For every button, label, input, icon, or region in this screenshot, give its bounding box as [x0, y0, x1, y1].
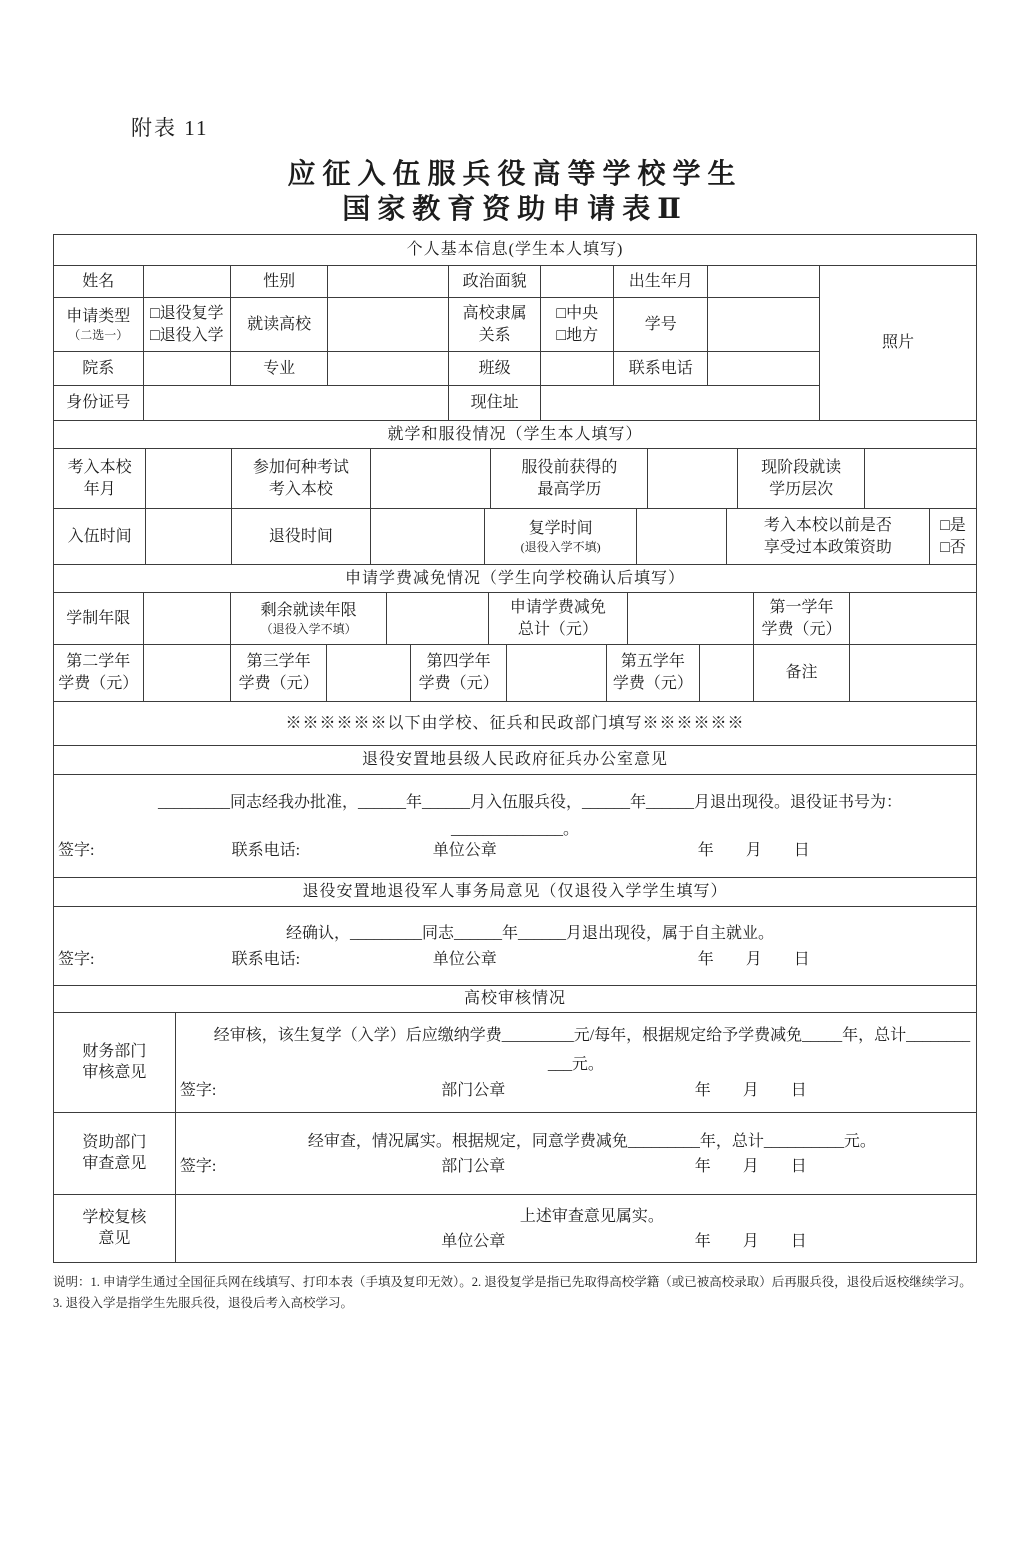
- current-education-label-line1: 现阶段就读: [761, 458, 842, 476]
- signature-label: 签字:: [58, 951, 95, 969]
- college-value-cell: [328, 298, 449, 352]
- gender-value-cell: [328, 266, 449, 298]
- year5-fee-value-cell: [700, 645, 754, 702]
- school-review-sign-row: [180, 1231, 972, 1255]
- year3-fee-label-line2: 学费（元）: [238, 675, 319, 692]
- remaining-years-label: [231, 593, 387, 645]
- address-label: 现住址: [449, 386, 541, 421]
- official-use-divider: [53, 701, 977, 746]
- year3-fee-value-cell: [327, 645, 411, 702]
- admission-date-label: [54, 449, 146, 509]
- year2-fee-label-line1: 第二学年: [66, 653, 131, 671]
- major-label: 专业: [231, 352, 328, 386]
- pre-service-education-label-line2: 最高学历: [537, 480, 602, 498]
- draft-office-statement-line2: ______________。: [450, 820, 579, 838]
- waiver-total-value-cell: [628, 593, 754, 645]
- checkbox-option-local: □地方: [556, 326, 599, 344]
- draft-office-body: [54, 775, 977, 878]
- form-note-line2: 3. 退役入学是指学生先服兵役，退役后考入高校学习。: [53, 1296, 354, 1311]
- form-note-line1: 说明：1. 申请学生通过全国征兵网在线填写、打印本表（手填及复印无效）。2. 退役复学是指已先取得高校学籍（或已被高校录取）后再服兵役，退役后返校继续学习。: [53, 1274, 972, 1289]
- veteran-bureau-body: [54, 907, 977, 986]
- year1-fee-label-line2: 学费（元）: [761, 620, 842, 638]
- affiliation-options-cell: [541, 298, 614, 352]
- phone-label: 联系电话: [614, 352, 708, 386]
- tuition-section-bottom: [53, 644, 977, 702]
- pre-service-education-value-cell: [648, 449, 738, 509]
- funding-dept-label-line2: 审查意见: [82, 1155, 147, 1173]
- form-notes: [53, 1272, 977, 1316]
- apply-type-options-cell: [143, 298, 231, 352]
- exam-type-label: [232, 449, 370, 509]
- sign-row-spacer: [180, 1231, 441, 1253]
- checkbox-option-enroll-school: □退役入学: [150, 326, 224, 344]
- political-status-label: 政治面貌: [449, 266, 541, 298]
- address-value-cell: [541, 386, 820, 421]
- dept-seal-label: 部门公章: [441, 1081, 506, 1099]
- schooling-years-label: 学制年限: [54, 593, 144, 645]
- finance-dept-label: [54, 1012, 176, 1112]
- affiliation-label-line1: 高校隶属: [462, 304, 527, 322]
- finance-dept-body: [175, 1012, 976, 1112]
- unit-seal-label: 单位公章: [441, 1233, 506, 1251]
- contact-phone-label: 联系电话:: [231, 842, 301, 860]
- form-title: [53, 158, 977, 228]
- apply-type-note: （二选一）: [68, 327, 129, 342]
- form-title-line2: 国家教育资助申请表Ⅱ: [342, 194, 688, 225]
- signature-label: 签字:: [58, 842, 95, 860]
- personal-info-header: 个人基本信息(学生本人填写): [54, 235, 977, 266]
- application-form-table: [53, 234, 977, 1263]
- enlist-time-value-cell: [146, 509, 232, 565]
- year3-fee-label: [231, 645, 327, 702]
- school-review-body: [175, 1194, 976, 1262]
- birth-date-label: 出生年月: [614, 266, 708, 298]
- exam-type-label-line1: 参加何种考试: [252, 458, 349, 476]
- veteran-bureau-statement: 经确认，_________同志______年______月退出现役，属于自主就业。: [285, 925, 774, 942]
- pre-service-education-label: [491, 449, 648, 509]
- resume-time-label: [485, 509, 637, 565]
- resume-time-value-cell: [637, 509, 727, 565]
- apply-type-label-text: 申请类型: [66, 308, 131, 326]
- admission-date-value-cell: [146, 449, 232, 509]
- resume-time-note: (退役入学不填): [520, 539, 601, 554]
- major-value-cell: [328, 352, 449, 386]
- form-title-line1: 应征入伍服兵役高等学校学生: [287, 159, 743, 190]
- affiliation-label-line2: 关系: [478, 326, 511, 344]
- checkbox-option-no: □否: [940, 538, 966, 556]
- class-label: 班级: [449, 352, 541, 386]
- funding-dept-body: [175, 1112, 976, 1194]
- waiver-total-label-line2: 总计（元）: [517, 620, 598, 638]
- pre-service-education-label-line1: 服役前获得的: [521, 458, 618, 476]
- schooling-years-value-cell: [143, 593, 231, 645]
- waiver-total-label: [488, 593, 627, 645]
- year4-fee-label-line2: 学费（元）: [418, 675, 499, 692]
- student-no-label: 学号: [614, 298, 708, 352]
- enlist-time-label: 入伍时间: [54, 509, 146, 565]
- id-no-label: 身份证号: [54, 386, 144, 421]
- date-fields-label: 年 月 日: [694, 1233, 807, 1251]
- admission-date-label-line2: 年月: [83, 480, 116, 498]
- signature-label: 签字:: [179, 1081, 217, 1099]
- tuition-section-top: [53, 564, 977, 645]
- exam-type-value-cell: [370, 449, 491, 509]
- college-label: 就读高校: [231, 298, 328, 352]
- remark-value-cell: [850, 645, 977, 702]
- draft-office-statement-line1: _________同志经我办批准，______年______月入伍服兵役，______年______月退出现役。退役证书号为：: [157, 794, 902, 812]
- affiliation-label: [449, 298, 541, 352]
- admission-date-label-line1: 考入本校: [67, 458, 132, 476]
- student-no-value-cell: [708, 298, 820, 352]
- funding-dept-label-line1: 资助部门: [82, 1133, 147, 1151]
- year1-fee-label-line1: 第一学年: [769, 598, 834, 616]
- finance-dept-statement: 经审核，该生复学（入学）后应缴纳学费_________元/每年，根据规定给予学费减免_____年，总计___________元。: [213, 1026, 971, 1074]
- current-education-label: [737, 449, 864, 509]
- document-page: [0, 112, 1024, 1315]
- remark-label: 备注: [753, 645, 850, 702]
- discharge-time-value-cell: [370, 509, 484, 565]
- department-label: 院系: [54, 352, 144, 386]
- service-section-header: 就学和服役情况（学生本人填写）: [54, 421, 977, 449]
- department-value-cell: [143, 352, 231, 386]
- remaining-years-note: （退役入学不填）: [260, 621, 357, 636]
- checkbox-option-yes: □是: [940, 516, 966, 534]
- current-education-label-line2: 学历层次: [769, 480, 834, 498]
- year5-fee-label-line1: 第五学年: [620, 653, 685, 671]
- unit-seal-label: 单位公章: [432, 951, 497, 969]
- checkbox-option-central: □中央: [556, 304, 599, 322]
- waiver-total-label-line1: 申请学费减免: [509, 598, 606, 616]
- phone-value-cell: [708, 352, 820, 386]
- personal-info-section: [53, 234, 977, 421]
- date-fields-label: 年 月 日: [694, 1081, 807, 1099]
- year4-fee-label: [411, 645, 507, 702]
- veteran-bureau-sign-row: [58, 949, 972, 973]
- prior-benefit-options-cell: [929, 509, 976, 565]
- finance-dept-label-line1: 财务部门: [82, 1042, 147, 1060]
- exam-type-label-line2: 考入本校: [268, 480, 333, 498]
- prior-benefit-label-line2: 享受过本政策资助: [763, 538, 892, 556]
- political-status-value-cell: [541, 266, 614, 298]
- year2-fee-label-line2: 学费（元）: [58, 675, 139, 692]
- date-fields-label: 年 月 日: [694, 1158, 807, 1176]
- university-review-section: [53, 985, 977, 1263]
- school-review-label-line2: 意见: [98, 1230, 131, 1248]
- year1-fee-value-cell: [850, 593, 977, 645]
- contact-phone-label: 联系电话:: [231, 951, 301, 969]
- service-section-bottom: [53, 508, 977, 565]
- birth-date-value-cell: [708, 266, 820, 298]
- remaining-years-label-text: 剩余就读年限: [260, 602, 357, 620]
- dept-seal-label: 部门公章: [441, 1158, 506, 1176]
- draft-office-sign-row: [58, 840, 972, 864]
- checkbox-option-resume-school: □退役复学: [150, 304, 224, 322]
- year4-fee-label-line1: 第四学年: [426, 653, 491, 671]
- finance-dept-sign-row: [180, 1080, 972, 1104]
- year5-fee-label: [606, 645, 699, 702]
- school-review-statement: 上述审查意见属实。: [519, 1207, 664, 1225]
- gender-label: 性别: [231, 266, 328, 298]
- year1-fee-label: [753, 593, 850, 645]
- signature-label: 签字:: [179, 1158, 217, 1176]
- finance-dept-label-line2: 审核意见: [82, 1064, 147, 1082]
- draft-office-section: [53, 745, 977, 878]
- funding-dept-sign-row: [180, 1156, 972, 1180]
- prior-benefit-label: [726, 509, 929, 565]
- apply-type-label: [54, 298, 144, 352]
- discharge-time-label: 退役时间: [232, 509, 370, 565]
- resume-time-label-text: 复学时间: [528, 520, 593, 538]
- school-review-label: [54, 1194, 176, 1262]
- photo-cell: 照片: [820, 266, 977, 421]
- veteran-bureau-header: 退役安置地退役军人事务局意见（仅退役入学学生填写）: [54, 878, 977, 907]
- service-section-top: [53, 420, 977, 509]
- class-value-cell: [541, 352, 614, 386]
- year2-fee-value-cell: [143, 645, 231, 702]
- year3-fee-label-line1: 第三学年: [246, 653, 311, 671]
- name-value-cell: [143, 266, 231, 298]
- date-fields-label: 年 月 日: [697, 842, 810, 860]
- prior-benefit-label-line1: 考入本校以前是否: [763, 516, 892, 534]
- funding-dept-statement: 经审查，情况属实。根据规定，同意学费减免_________年，总计__________元。: [307, 1132, 876, 1150]
- school-review-label-line1: 学校复核: [82, 1208, 147, 1226]
- name-label: 姓名: [54, 266, 144, 298]
- funding-dept-label: [54, 1112, 176, 1194]
- current-education-value-cell: [865, 449, 977, 509]
- attachment-label: 附表 11: [131, 116, 209, 140]
- id-no-value-cell: [143, 386, 448, 421]
- remaining-years-value-cell: [387, 593, 489, 645]
- draft-office-header: 退役安置地县级人民政府征兵办公室意见: [54, 746, 977, 775]
- year4-fee-value-cell: [507, 645, 607, 702]
- year2-fee-label: [54, 645, 144, 702]
- university-review-header: 高校审核情况: [54, 986, 977, 1013]
- date-fields-label: 年 月 日: [697, 951, 810, 969]
- tuition-section-header: 申请学费减免情况（学生向学校确认后填写）: [54, 565, 977, 593]
- year5-fee-label-line2: 学费（元）: [612, 675, 693, 692]
- official-use-divider-text: ※※※※※※以下由学校、征兵和民政部门填写※※※※※※: [54, 702, 977, 746]
- unit-seal-label: 单位公章: [432, 842, 497, 860]
- veteran-bureau-section: [53, 877, 977, 986]
